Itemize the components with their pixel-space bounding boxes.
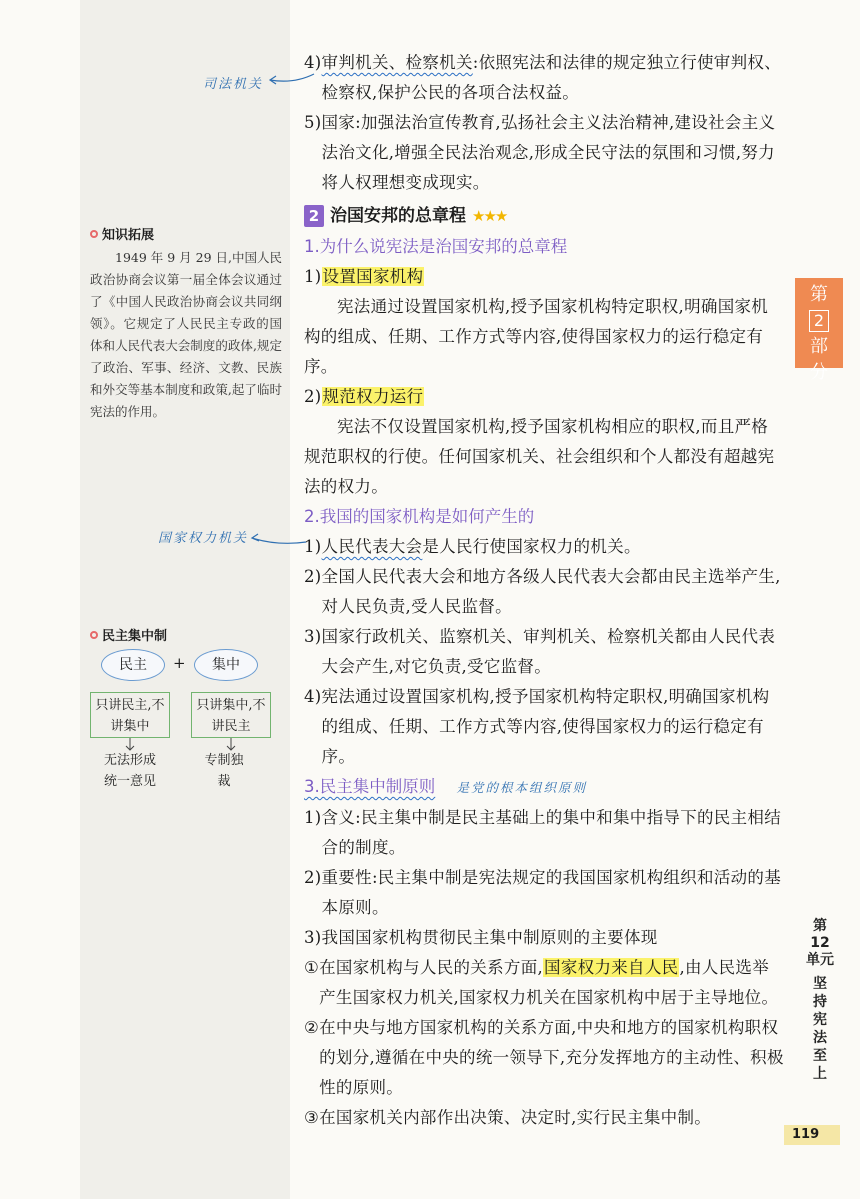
knowledge-box bbox=[90, 224, 282, 423]
tab-number: 2 bbox=[809, 310, 829, 332]
item-text: 是人民行使国家权力的机关。 bbox=[422, 537, 641, 556]
annotation-arrow-icon bbox=[248, 528, 308, 550]
item-number: 2) bbox=[304, 868, 322, 887]
item-text: 宪法通过设置国家机构,授予国家机构特定职权,明确国家机构的组成、任期、工作方式等内容,使得国家权力的运行稳定有序。 bbox=[321, 687, 770, 766]
question-heading: 2.我国的国家机构是如何产生的 bbox=[304, 507, 535, 526]
oval-centralism: 集中 bbox=[194, 649, 258, 681]
item-number: 3) bbox=[304, 928, 322, 947]
knowledge-title: 知识拓展 bbox=[102, 228, 155, 243]
democracy-title: 民主集中制 bbox=[102, 629, 168, 644]
list-item bbox=[304, 622, 784, 682]
item-number: ③ bbox=[304, 1108, 320, 1127]
item-number: 5) bbox=[304, 113, 322, 132]
question-heading bbox=[304, 772, 784, 803]
result-left: 无法形成统一意见 bbox=[103, 753, 156, 789]
paragraph: 宪法不仅设置国家机构,授予国家机构相应的职权,而且严格规范职权的行使。任何国家机关、社会组织和个人都没有超越宪法的权力。 bbox=[304, 417, 775, 496]
unit-label bbox=[800, 918, 840, 1083]
item-text: 国家行政机关、监察机关、审判机关、检察机关都由人民代表大会产生,对它负责,受它监督。 bbox=[321, 627, 776, 676]
list-item bbox=[304, 532, 784, 562]
highlight-term: 规范权力运行 bbox=[322, 387, 424, 406]
item-text: 全国人民代表大会和地方各级人民代表大会都由民主选举产生,对人民负责,受人民监督。 bbox=[321, 567, 781, 616]
sub-item bbox=[304, 1013, 784, 1103]
item-number: 2) bbox=[304, 387, 322, 406]
plus-sign: + bbox=[173, 654, 186, 672]
box-only-centralism: 只讲集中,不讲民主 bbox=[191, 692, 271, 738]
page-number: 119 bbox=[784, 1125, 840, 1145]
annotation-state-power: 国家权力机关 bbox=[158, 531, 249, 546]
part-tab bbox=[795, 278, 843, 383]
paragraph: 宪法通过设置国家机构,授予国家机构特定职权,明确国家机构的组成、任期、工作方式等内容,使得国家权力的运行稳定有序。 bbox=[304, 297, 769, 376]
sub-item bbox=[304, 1103, 784, 1133]
list-item bbox=[304, 48, 784, 108]
list-item bbox=[304, 803, 784, 863]
item-number: ① bbox=[304, 958, 320, 977]
point-title bbox=[304, 382, 784, 412]
item-number: 1) bbox=[304, 267, 322, 286]
item-number: 4) bbox=[304, 53, 322, 72]
tab-char: 第 bbox=[810, 284, 828, 305]
result-right: 专制独裁 bbox=[204, 753, 244, 789]
highlight-term: 国家权力来自人民 bbox=[544, 958, 679, 977]
knowledge-text: 1949 年 9 月 29 日,中国人民政治协商会议第一届全体会议通过了《中国人民政治协商会议共同纲领》。它规定了人民民主专政的国体和人民代表大会制度的政体,规定了政治、军事、经济、文教、民族和外交等基本制度和政策,起了临时宪法的作用。 bbox=[90, 250, 283, 419]
item-number: ② bbox=[304, 1018, 320, 1037]
main-content bbox=[304, 48, 784, 1133]
item-text: 在中央与地方国家机构的关系方面,中央和地方的国家机构职权的划分,遵循在中央的统一领导下,充分发挥地方的主动性、积极性的原则。 bbox=[319, 1018, 784, 1097]
item-text: ,由人民选举产生国家权力机关,国家权力机关在国家机构中居于主导地位。 bbox=[319, 958, 779, 1007]
bullet-icon bbox=[90, 631, 98, 639]
item-number: 2) bbox=[304, 567, 322, 586]
sidebar-panel bbox=[80, 0, 290, 1199]
tab-char: 部 bbox=[810, 336, 828, 357]
knowledge-heading bbox=[90, 224, 282, 243]
item-text: 在国家机构与人民的关系方面, bbox=[319, 958, 544, 977]
list-item bbox=[304, 682, 784, 772]
unit-title: 坚持宪法至上 bbox=[813, 976, 827, 1082]
box-only-democracy: 只讲民主,不讲集中 bbox=[90, 692, 170, 738]
item-text: 在国家机关内部作出决策、决定时,实行民主集中制。 bbox=[319, 1108, 712, 1127]
item-text: 重要性:民主集中制是宪法规定的我国国家机构组织和活动的基本原则。 bbox=[321, 868, 782, 917]
oval-democracy: 民主 bbox=[101, 649, 165, 681]
item-text: 我国国家机构贯彻民主集中制原则的主要体现 bbox=[321, 928, 658, 947]
highlight-term: 设置国家机构 bbox=[322, 267, 424, 286]
list-item bbox=[304, 923, 784, 953]
item-number: 1) bbox=[304, 537, 322, 556]
sub-item bbox=[304, 953, 784, 1013]
point-title bbox=[304, 262, 784, 292]
item-number: 4) bbox=[304, 687, 322, 706]
tab-char: 分 bbox=[810, 362, 828, 383]
item-text: 国家:加强法治宣传教育,弘扬社会主义法治精神,建设社会主义法治文化,增强全民法治观念,形成全民守法的氛围和习惯,努力将人权理想变成现实。 bbox=[321, 113, 776, 192]
section-title-text: 治国安邦的总章程 bbox=[330, 206, 466, 226]
item-number: 1) bbox=[304, 808, 322, 827]
star-rating-icon: ★★★ bbox=[472, 207, 507, 225]
section-title bbox=[304, 200, 784, 232]
question-heading: 1.为什么说宪法是治国安邦的总章程 bbox=[304, 237, 568, 256]
annotation-party-principle: 是党的根本组织原则 bbox=[456, 780, 588, 795]
list-item bbox=[304, 108, 784, 198]
list-item bbox=[304, 562, 784, 622]
list-item bbox=[304, 863, 784, 923]
unit-number: 12 bbox=[810, 935, 830, 951]
wavy-term: 审判机关、检察机关 bbox=[321, 53, 473, 72]
bullet-icon bbox=[90, 230, 98, 238]
annotation-judicial: 司法机关 bbox=[203, 77, 264, 92]
section-number-badge: 2 bbox=[304, 205, 324, 227]
question-heading-text: 3.民主集中制原则 bbox=[304, 777, 436, 796]
democracy-heading bbox=[90, 625, 167, 644]
unit-line: 单元 bbox=[806, 952, 834, 968]
item-text: 含义:民主集中制是民主基础上的集中和集中指导下的民主相结合的制度。 bbox=[321, 808, 782, 857]
wavy-term: 人民代表大会 bbox=[321, 537, 423, 556]
item-number: 3) bbox=[304, 627, 322, 646]
item-text: :依照宪法和法律的规定独立行使审判权、检察权,保护公民的各项合法权益。 bbox=[321, 53, 782, 102]
unit-line: 第 bbox=[813, 918, 827, 934]
